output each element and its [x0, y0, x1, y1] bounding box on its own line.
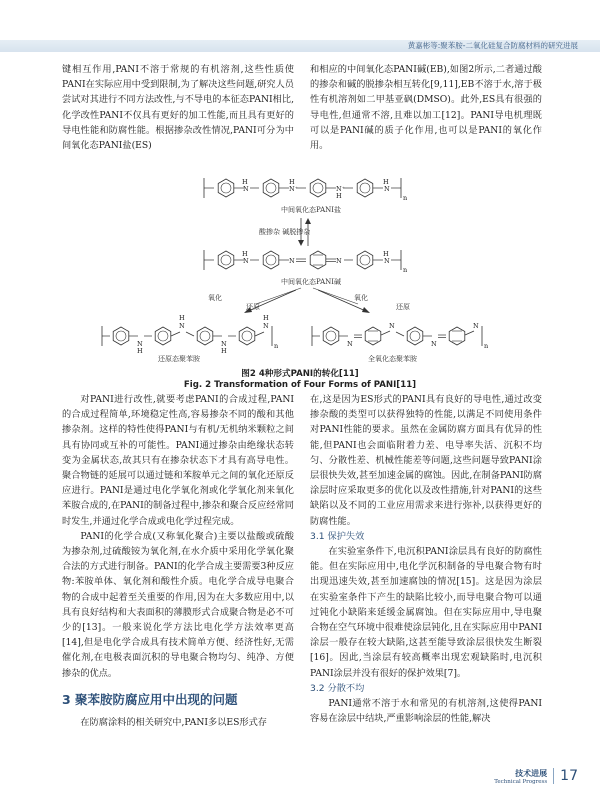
section-heading: 3 聚苯胺防腐应用中出现的问题 — [62, 691, 238, 707]
svg-text:n: n — [403, 194, 408, 202]
svg-text:N: N — [243, 185, 249, 193]
paragraph: PANI通常不溶于水和常见的有机溶剂,这使得PANI容易在涂层中结块,严重影响涂层的性能,解决 — [310, 698, 542, 725]
label-emeraldine-base: 中间氧化态PANI碱 — [281, 278, 342, 286]
page-footer — [494, 762, 578, 790]
paragraph: PANI的化学合成(又称氧化聚合)主要以盐酸或硫酸为掺杂剂,过硫酸铵为氧化剂,在水介质中采用化学氧化聚合法的方式进行制备。PANI的化学合成主要需要3种反应物:苯胺单体、氧化剂和酸性介质。电化学合成导电聚合物的合成中起着至关重要的作用,因为在大多数应用中,以具有良好结构和大表面积的薄膜形式合成聚合物是必不可少的[13]。一般来说化学方法比电化学方法效率更高[14],但是电化学合成具有技术简单方便、经济性好,无需催化剂,在电极表面沉积的导电聚合物均匀、纯净、方便掺杂的优点。 — [62, 530, 294, 679]
svg-text:N: N — [347, 340, 353, 348]
right-column-top — [310, 62, 542, 153]
svg-text:N: N — [263, 322, 269, 330]
page-number: 17 — [553, 768, 578, 784]
emeraldine-salt-structure — [204, 178, 407, 202]
svg-text:N: N — [179, 322, 185, 330]
pernigraniline-structure — [312, 322, 488, 350]
svg-text:N: N — [221, 340, 227, 348]
svg-text:N: N — [384, 185, 390, 193]
journal-section-cn: 技术进展 — [515, 768, 548, 778]
svg-text:N⁺: N⁺ — [336, 185, 346, 193]
label-oxidation-right: 氧化 — [354, 294, 368, 302]
svg-text:N: N — [431, 340, 437, 348]
svg-text:n: n — [484, 342, 489, 350]
svg-text:n: n — [403, 266, 408, 274]
svg-text:N: N — [384, 257, 390, 265]
paragraph: 和相应的中间氧化态PANI碱(EB),如图2所示,二者通过酸的掺杂和碱的脱掺杂相互转化[9,11],EB不溶于水,溶于极性有机溶剂如二甲基亚砜(DMSO)。此外,ES具有很强的导电性,但通常不溶,且难以加工[12]。PANI导电机理既可以是PANI碱的质子化作用,也可以是PANI的氧化作用。 — [310, 64, 542, 152]
figure-pani-forms — [96, 160, 516, 365]
svg-text:N: N — [289, 257, 295, 265]
svg-text:H: H — [221, 347, 227, 355]
redox-arrows — [244, 288, 370, 313]
label-emeraldine-salt: 中间氧化态PANI盐 — [281, 206, 342, 214]
svg-text:H: H — [137, 347, 143, 355]
left-column-top — [62, 62, 294, 153]
svg-text:H: H — [242, 250, 248, 258]
label-oxidation-left: 氧化 — [208, 294, 222, 302]
label-reduction-right: 还原 — [396, 303, 410, 311]
paragraph: 在防腐涂料的相关研究中,PANI多以ES形式存 — [80, 716, 267, 728]
paragraph: 对PANI进行改性,就要考虑PANI的合成过程,PANI的合成过程简单,环境稳定性高,容易掺杂不同的酸和其他掺杂剂。这样的特性使得PANI与有机/无机纳米颗粒之间具有协同或互补的可能性。PANI通过掺杂由绝缘状态转变为金属状态,故其只有在掺杂状态下才具有高导电性。聚合物链的延展可以通过链和苯胺单元之间的氧化还原反应进行。PANI是通过电化学氧化剂或化学氧化剂来氧化苯胺合成的,在PANI的制备过程中,掺杂和聚合反应经常同时发生,并通过化学合成或电化学过程完成。 — [62, 394, 294, 527]
paragraph: 键相互作用,PANI不溶于常规的有机溶剂,这些性质使PANI在实际应用中受到限制,为了解决这些问题,研究人员尝试对其进行不同方法改性,与不导电的本征态PANI相比,化学改性PANI不仅具有更好的加工性能,而且具有更好的导电性能和防腐性能。根据掺杂改性情况,PANI可分为中间氧化态PANI盐(ES) — [62, 64, 294, 152]
left-column-bottom — [62, 392, 294, 730]
label-reduction-left: 还原 — [246, 303, 260, 311]
label-leucoemeraldine: 还原态聚苯胺 — [158, 355, 200, 363]
figure-caption-cn: 图2 4种形式PANI的转化[11] — [241, 369, 359, 379]
subsection-heading: 3.1 保护失效 — [310, 530, 365, 542]
svg-text:N: N — [389, 322, 395, 330]
journal-section — [494, 768, 547, 785]
figure-caption-en: Fig. 2 Transformation of Four Forms of PANI[11] — [183, 380, 417, 390]
label-doping: 酸掺杂 碱脱掺杂 — [259, 228, 311, 236]
page-header — [0, 0, 600, 54]
svg-text:H: H — [336, 192, 342, 200]
running-title: 黄嘉彬等:聚苯胺-二氧化硅复合防腐材料的研究进展 — [407, 41, 578, 50]
emeraldine-base-structure — [204, 250, 407, 274]
svg-text:H: H — [383, 250, 389, 258]
paragraph: 在实验室条件下,电沉积PANI涂层具有良好的防腐性能。但在实际应用中,电化学沉积制备的导电聚合物有时出现迅速失效,甚至加速腐蚀的情况[15]。这是因为涂层在实验室条件下产生的缺陷比较小,而导电聚合物可以通过钝化小缺陷来延缓金属腐蚀。但在实际应用中,导电聚合物在空气环境中很难使涂层钝化,且在实际应用中PANI涂层一般存在较大缺陷,这甚至能导致涂层很快发生断裂[16]。因此,当涂层有较高概率出现宏观缺陷时,电沉积PANI涂层并没有很好的保护效果[7]。 — [310, 546, 542, 679]
svg-text:H: H — [263, 314, 269, 322]
svg-text:N⁺: N⁺ — [289, 185, 299, 193]
svg-text:N: N — [336, 257, 342, 265]
svg-text:n: n — [274, 342, 279, 350]
leucoemeraldine-structure — [102, 314, 278, 355]
right-column-bottom — [310, 392, 542, 726]
paragraph: 在,这是因为ES形式的PANI具有良好的导电性,通过改变掺杂酸的类型可以获得独特的性能,以满足不同使用条件对PANI性能的要求。虽然在金属防腐方面具有优异的性能,但PANI也会面临附着力差、电导率失活、沉积不均匀、分散性差、机械性能差等问题,这些问题导致PANI涂层很快失效,甚至加速金属的腐蚀。因此,在制备PANI防腐涂层时应采取更多的优化以及改性措施,针对PANI的这些缺陷以及不同的工业应用需求来进行弥补,以获得更好的防腐性能。 — [310, 394, 542, 527]
label-pernigraniline: 全氧化态聚苯胺 — [368, 355, 417, 363]
svg-text:H: H — [289, 178, 295, 186]
chemical-structure-diagram — [96, 160, 516, 365]
subsection-heading: 3.2 分散不均 — [310, 682, 365, 694]
svg-text:H: H — [179, 314, 185, 322]
svg-text:N: N — [243, 257, 249, 265]
svg-text:H: H — [242, 178, 248, 186]
svg-text:N: N — [473, 322, 479, 330]
svg-text:H: H — [383, 178, 389, 186]
journal-section-en: Technical Progress — [494, 778, 548, 785]
svg-text:N: N — [137, 340, 143, 348]
